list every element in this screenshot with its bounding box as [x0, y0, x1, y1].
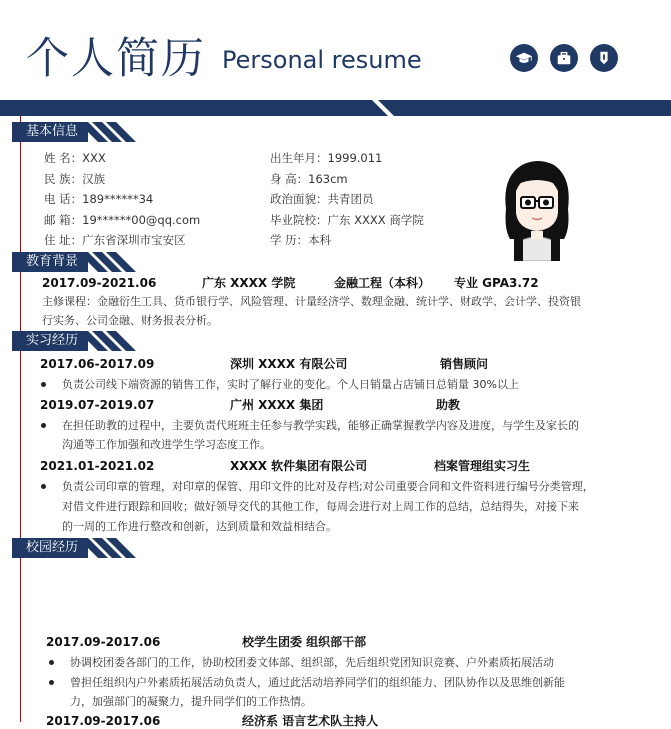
intern-2-desc-line-2: 沟通等工作加强和改进学生学习态度工作。	[62, 438, 271, 451]
page-title: 个人简历	[26, 34, 206, 84]
section-campus	[12, 538, 142, 558]
intern-2-role: 助教	[436, 398, 461, 412]
section-heading: 教育背景	[12, 252, 88, 272]
intern-3-company: XXXX 软件集团有限公司	[230, 459, 368, 473]
campus-2-role: 经济系 语言艺术队主持人	[242, 714, 379, 728]
intern-2-company: 广州 XXXX 集团	[230, 398, 324, 412]
campus-1-desc-2-line-2: 力，加强部门的凝聚力，提升同学们的工作热情。	[70, 695, 312, 708]
campus-1-desc-1: 协调校团委各部门的工作，协助校团委文体部、组织部，先后组织党团知识竞赛、户外素质拓展活动	[70, 656, 554, 669]
bullet-dot	[41, 423, 46, 428]
edu-gpa: 专业 GPA3.72	[454, 276, 539, 290]
intern-1-period: 2017.06-2017.09	[40, 357, 155, 371]
campus-2-period: 2017.09-2017.06	[46, 714, 161, 728]
section-stripes	[78, 331, 142, 351]
section-stripes	[78, 538, 142, 558]
intern-3-role: 档案管理组实习生	[434, 459, 531, 473]
section-heading: 基本信息	[12, 122, 88, 142]
basic-info-right	[270, 151, 490, 254]
edu-school: 广东 XXXX 学院	[202, 276, 296, 290]
avatar	[496, 155, 578, 261]
edu-courses-line-2: 行实务、公司金融、财务报表分析。	[42, 314, 218, 327]
section-stripes	[78, 252, 142, 272]
timeline-line	[20, 116, 21, 722]
intern-1-company: 深圳 XXXX 有限公司	[230, 357, 348, 371]
field-political: 政治面貌：共青团员	[270, 192, 374, 206]
intern-3-desc-line-1: 负责公司印章的管理，对印章的保管、用印文件的比对及存档;对公司重要合同和文件资料进行编号分类管理，	[62, 480, 594, 493]
section-heading: 实习经历	[12, 331, 88, 351]
campus-1-desc-2-line-1: 曾担任组织内户外素质拓展活动负责人，通过此活动培养同学们的组织能力、团队协作以及思维创新能	[70, 676, 565, 689]
field-address: 住 址：广东省深圳市宝安区	[44, 233, 186, 247]
campus-1-role: 校学生团委 组织部干部	[242, 635, 367, 649]
intern-2-desc-line-1: 在担任助教的过程中，主要负责代班班主任参与教学实践，能够正确掌握教学内容及进度，与学生及家长的	[62, 419, 579, 432]
intern-1-desc: 负责公司线下端资源的销售工作，实时了解行业的变化。个人日销量占店铺日总销量 30%以上	[62, 378, 519, 391]
field-name: 姓 名：XXX	[44, 151, 106, 165]
edu-courses-line-1: 主修课程：金融衍生工具、货币银行学、风险管理、计量经济学、数理金融、统计学、财政学、会计学、投资银	[42, 295, 581, 308]
section-heading: 校园经历	[12, 538, 88, 558]
basic-info-left	[44, 151, 264, 254]
bullet-dot	[49, 660, 54, 665]
graduation-cap-icon	[510, 44, 538, 72]
intern-2-period: 2019.07-2019.07	[40, 398, 155, 412]
badge-icon	[590, 44, 618, 72]
briefcase-icon	[550, 44, 578, 72]
header-banner	[0, 100, 671, 116]
intern-3-desc-line-2: 对借文件进行跟踪和回收；做好领导交代的其他工作，每周会进行对上周工作的总结，总结得失，对接下来	[62, 500, 579, 513]
bullet-dot	[41, 382, 46, 387]
edu-period: 2017.09-2021.06	[42, 276, 157, 290]
section-basic-info	[12, 122, 142, 142]
field-birth: 出生年月：1999.011	[270, 151, 383, 165]
edu-major: 金融工程（本科）	[334, 276, 431, 290]
bullet-dot	[41, 484, 46, 489]
section-education	[12, 252, 142, 272]
bullet-dot	[49, 680, 54, 685]
field-height: 身 高：163cm	[270, 171, 348, 186]
section-stripes	[78, 122, 142, 142]
field-school: 毕业院校：广东 XXXX 商学院	[270, 212, 424, 227]
intern-3-desc-line-3: 的一周的工作进行整改和创新，达到质量和效益相结合。	[62, 520, 337, 533]
intern-1-role: 销售顾问	[440, 357, 489, 371]
campus-1-period: 2017.09-2017.06	[46, 635, 161, 649]
section-internship	[12, 331, 142, 351]
field-degree: 学 历：本科	[270, 233, 332, 247]
page-subtitle: Personal resume	[222, 46, 422, 74]
field-email: 邮 箱：19******00@qq.com	[44, 212, 201, 227]
field-phone: 电 话：189******34	[44, 192, 154, 206]
field-ethnicity: 民 族：汉族	[44, 171, 106, 186]
intern-3-period: 2021.01-2021.02	[40, 459, 155, 473]
